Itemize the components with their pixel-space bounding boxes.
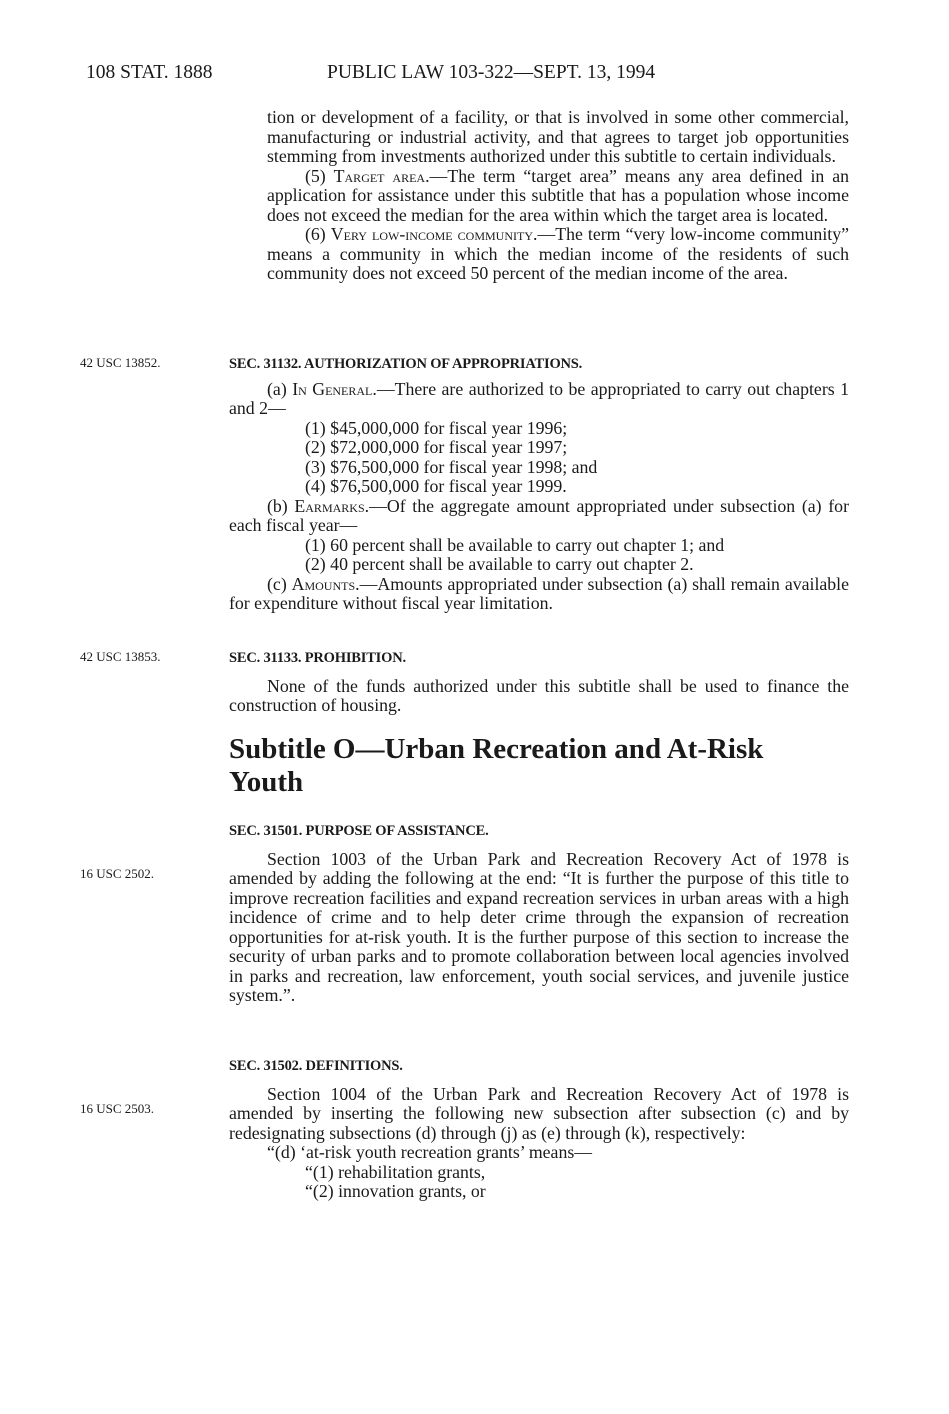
margin-note-usc: 16 USC 2503. xyxy=(80,1101,155,1116)
paragraph: tion or development of a facility, or that is involved in some other commercial, manufacturing or industrial activity, and that agrees to target job opportunities stemming from investments authorized under this subtitle to certain individuals. xyxy=(267,107,849,166)
section-heading: SEC. 31133. PROHIBITION. xyxy=(229,650,406,666)
subsection-a: (a) In General.—There are authorized to be appropriated to carry out chapters 1 and 2— xyxy=(229,378,849,418)
section-31133 xyxy=(229,649,849,716)
section-heading: SEC. 31502. DEFINITIONS. xyxy=(229,1058,403,1074)
subtitle-line: Subtitle O—Urban Recreation and At-Risk xyxy=(229,733,764,765)
section-31501 xyxy=(229,822,849,1006)
list-item: (1) 60 percent shall be available to carry out chapter 1; and xyxy=(305,534,725,555)
margin-note-usc: 42 USC 13852. xyxy=(80,355,161,370)
paragraph: None of the funds authorized under this subtitle shall be used to finance the construction of housing. xyxy=(229,675,849,715)
margin-note-usc: 16 USC 2502. xyxy=(80,866,155,881)
paragraph: Section 1004 of the Urban Park and Recreation Recovery Act of 1978 is amended by inserting the following new subsection after subsection (c) and by redesignating subsections (d) through (j) as (e) through (k), respectively: xyxy=(229,1083,849,1143)
subsection-c: (c) Amounts.—Amounts appropriated under subsection (a) shall remain available for expenditure without fiscal year limitation. xyxy=(229,573,849,613)
list-item: “(2) innovation grants, or xyxy=(305,1181,486,1201)
list-item: (2) 40 percent shall be available to carry out chapter 2. xyxy=(305,554,694,574)
paragraph-very-low-income: (6) Very low-income community.—The term “very low-income community” means a community in which the median income of the residents of such community does not exceed 50 percent of the median income of the area. xyxy=(267,224,849,283)
definition-d: “(d) ‘at-risk youth recreation grants’ means— xyxy=(267,1142,593,1162)
list-item: “(1) rehabilitation grants, xyxy=(305,1161,486,1182)
section-31132 xyxy=(229,355,849,614)
running-header: PUBLIC LAW 103-322—SEPT. 13, 1994 xyxy=(327,62,656,83)
paragraph-target-area: (5) Target area.—The term “target area” means any area defined in an application for assistance under this subtitle that has a population whose income does not exceed the median for the area within which the target area is located. xyxy=(267,165,849,225)
paragraph: Section 1003 of the Urban Park and Recreation Recovery Act of 1978 is amended by adding the following at the end: “It is further the purpose of this title to improve recreation facilities and expand recreation services in urban areas with a high incidence of crime and to help deter crime through the expansion of recreation opportunities for at-risk youth. It is the further purpose of this section to increase the security of urban parks and to promote collaboration between local agencies involved in parks and recreation, law enforcement, youth social services, and juvenile justice system.”. xyxy=(229,848,849,1005)
margin-note-usc: 42 USC 13853. xyxy=(80,649,161,664)
subtitle-heading xyxy=(229,733,849,799)
section-31502 xyxy=(229,1057,849,1202)
list-item: (3) $76,500,000 for fiscal year 1998; and xyxy=(305,456,598,477)
list-item: (2) $72,000,000 for fiscal year 1997; xyxy=(305,437,568,457)
section-heading: SEC. 31501. PURPOSE OF ASSISTANCE. xyxy=(229,823,489,839)
list-item: (1) $45,000,000 for fiscal year 1996; xyxy=(305,417,568,438)
page-stat-number: 108 STAT. 1888 xyxy=(86,62,213,83)
subtitle-line: Youth xyxy=(229,766,304,798)
definitions-continued xyxy=(229,108,849,284)
section-heading: SEC. 31132. AUTHORIZATION OF APPROPRIATIONS. xyxy=(229,356,583,372)
list-item: (4) $76,500,000 for fiscal year 1999. xyxy=(305,476,567,496)
subsection-b: (b) Earmarks.—Of the aggregate amount appropriated under subsection (a) for each fiscal year— xyxy=(229,495,849,535)
